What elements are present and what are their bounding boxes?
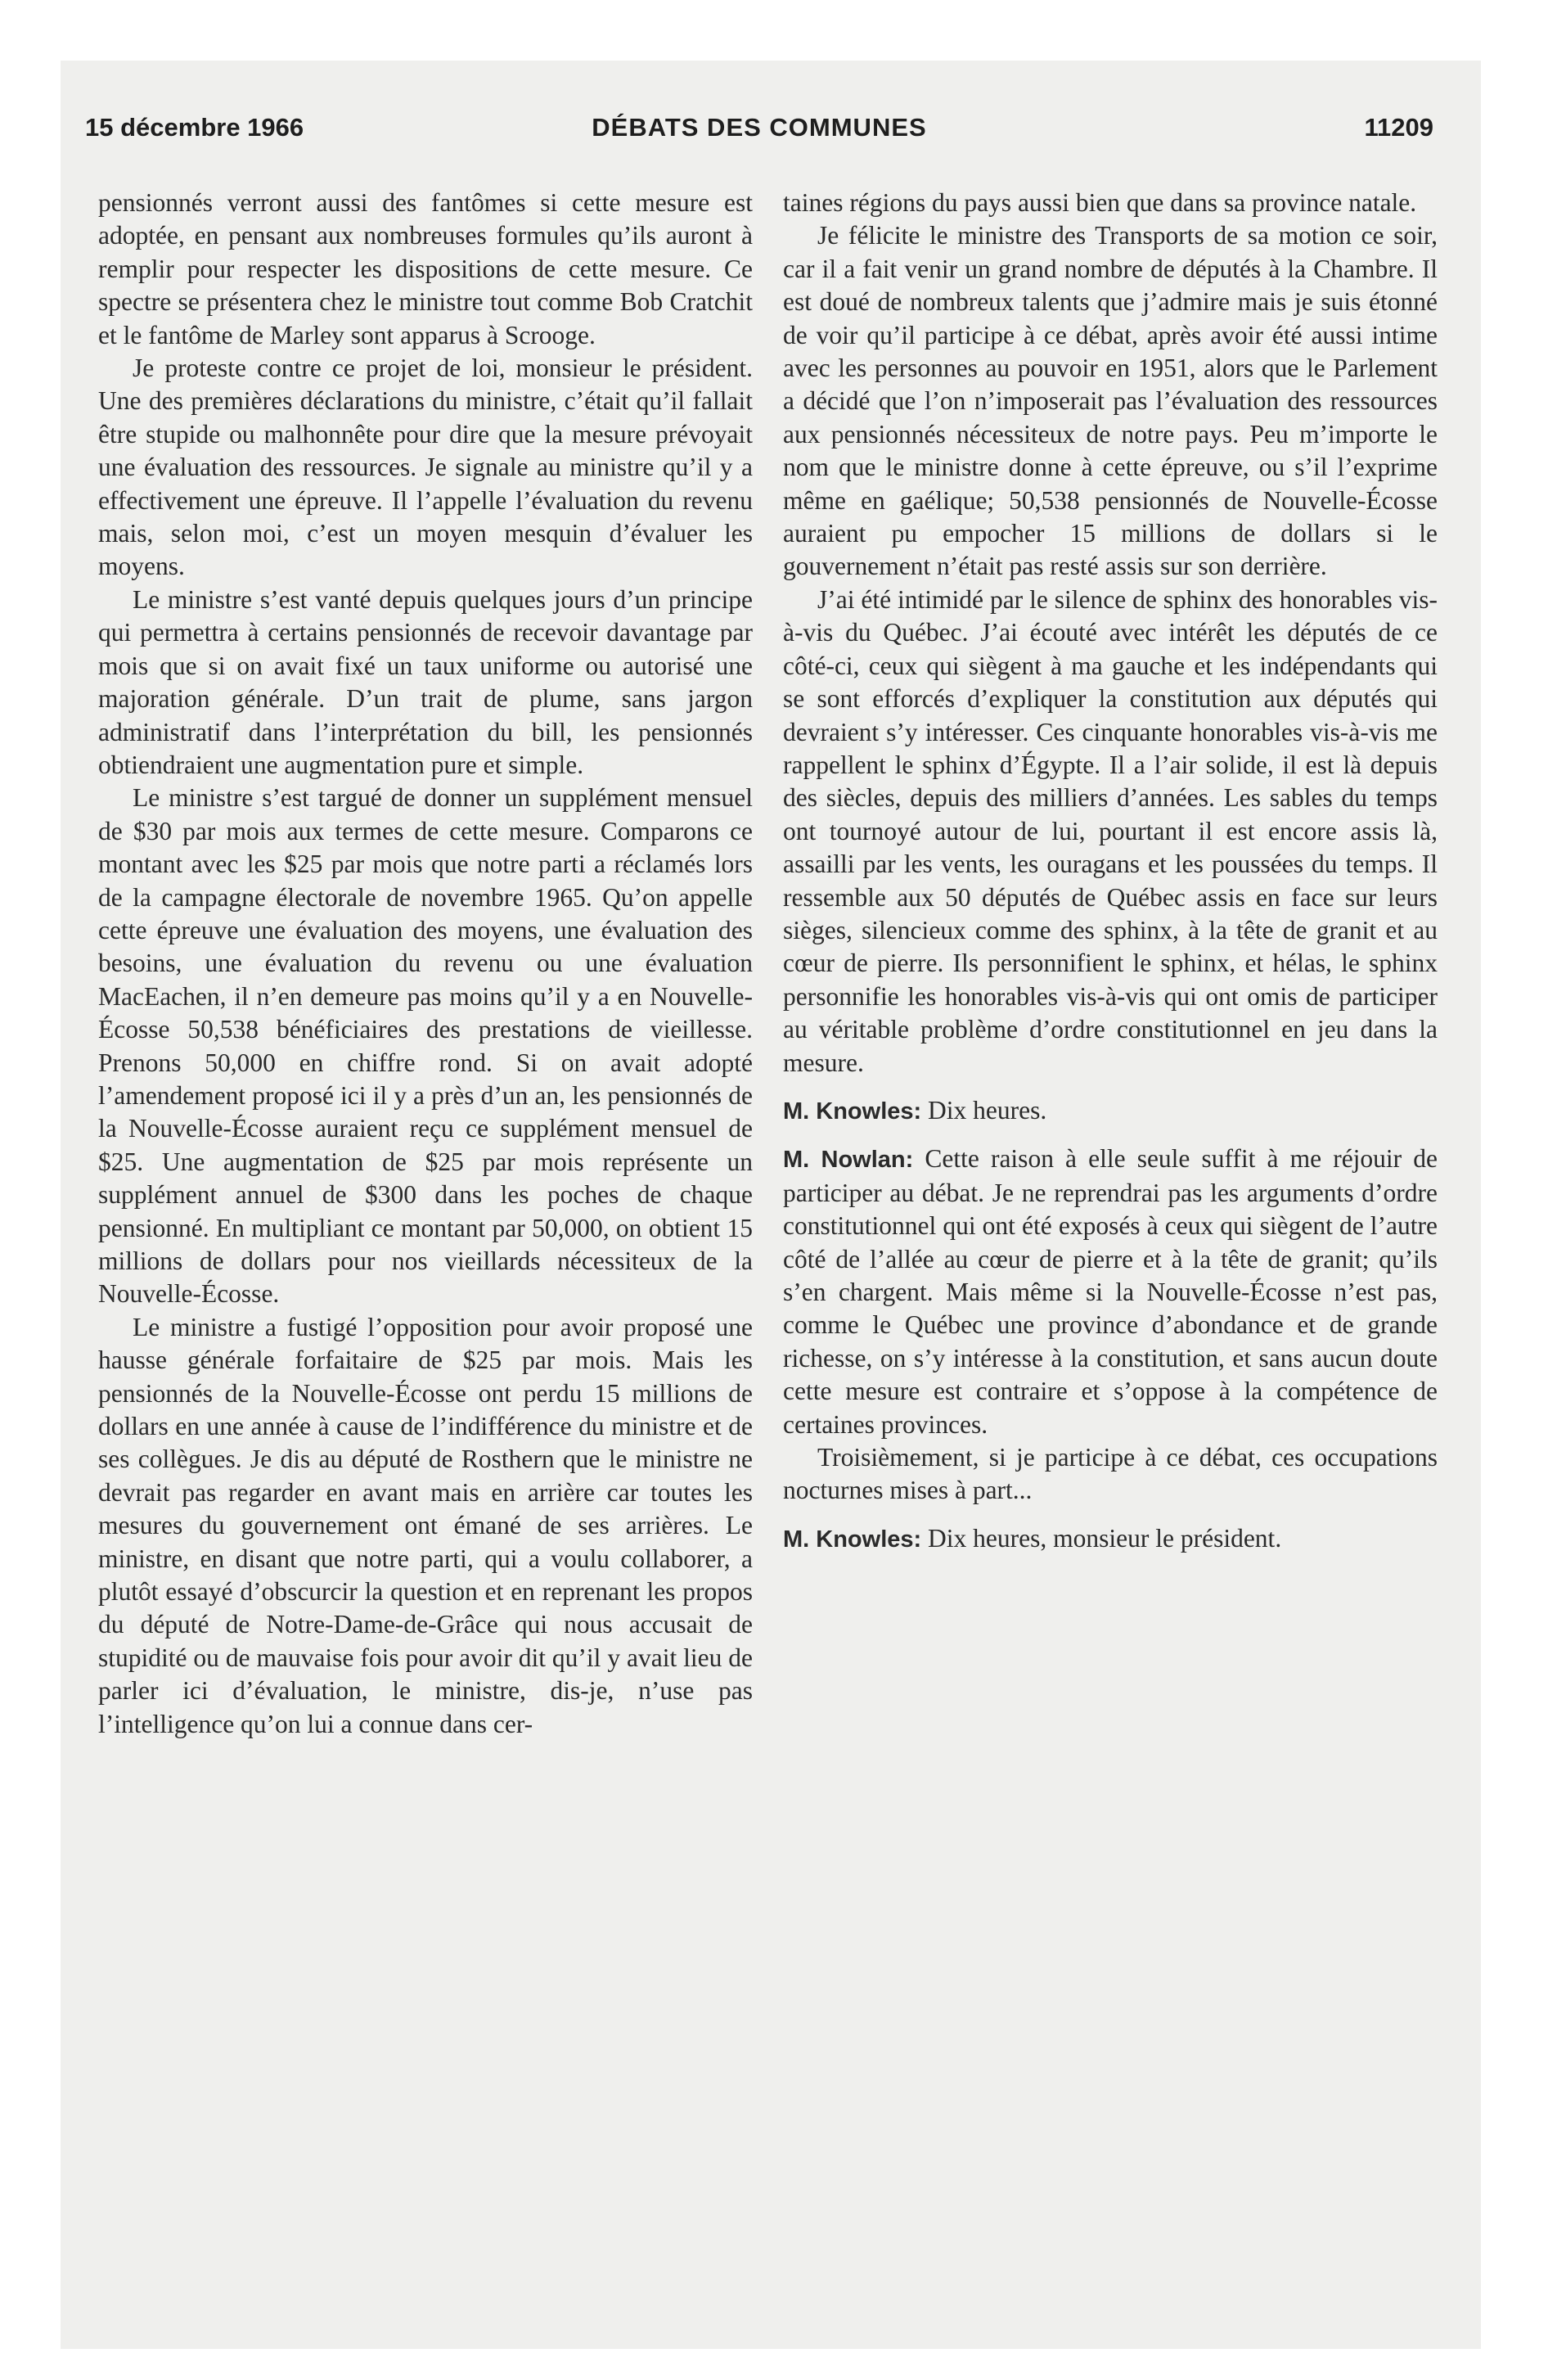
speaker-text: Dix heures, monsieur le président.	[921, 1523, 1282, 1553]
header-title: DÉBATS DES COMMUNES	[592, 113, 927, 142]
speaker-text: Cette raison à elle seule suffit à me réjouir de participer au débat. Je ne reprendrai pas les arguments d’ordre constitutionnel qui ont été exposés à ceux qui siègent de l’autre côté de l’allée au cœur de pierre et à la tête de granit; qu’ils s’en chargent. Mais même si la Nouvelle-Écosse n’est pas, comme le Québec une province d’abondance et de grande richesse, on s’y intéresse à la constitution, et sans aucun doute cette mesure est contraire et s’oppose à la compétence de certaines provinces.	[783, 1144, 1438, 1439]
speaker-name: M. Nowlan:	[783, 1147, 914, 1174]
paragraph: Le ministre a fustigé l’opposition pour avoir proposé une hausse générale forfaitaire de $25 par mois. Mais les pensionnés de la Nouvelle-Écosse ont perdu 15 millions de dollars en une année à cause de l’indifférence du ministre et de ses collègues. Je dis au député de Rosthern que le ministre ne devrait pas regarder en avant mais en arrière car toutes les mesures du gouvernement ont émané de ses arrières. Le ministre, en disant que notre parti, qui a voulu collaborer, a plutôt essayé d’obscurcir la question et en reprenant les propos du député de Notre-Dame-de-Grâce qui nous accusait de stupidité ou de mauvaise fois pour avoir dit qu’il y avait lieu de parler ici d’évaluation, le ministre, dis-je, n’use pas l’intelligence qu’on lui a connue dans cer-	[98, 1312, 753, 1738]
left-column	[98, 187, 753, 1741]
paragraph: Je proteste contre ce projet de loi, monsieur le président. Une des premières déclarations du ministre, c’était qu’il fallait être stupide ou malhonnête pour dire que la mesure prévoyait une évaluation des ressources. Je signale au ministre qu’il y a effectivement une épreuve. Il l’appelle l’évaluation du revenu mais, selon moi, c’est un moyen mesquin d’évaluer les moyens.	[98, 354, 753, 581]
paragraph: J’ai été intimidé par le silence de sphinx des honorables vis-à-vis du Québec. J’ai écouté avec intérêt les députés de ce côté-ci, ceux qui siègent à ma gauche et les indépendants qui se sont efforcés d’expliquer la constitution aux députés qui devraient s’y intéresser. Ces cinquante honorables vis-à-vis me rappellent le sphinx d’Égypte. Il a l’air solide, il est là depuis des siècles, depuis des milliers d’années. Les sables du temps ont tournoyé autour de lui, pourtant il est encore assis là, assailli par les vents, les ouragans et les poussées du temps. Il ressemble aux 50 députés de Québec assis en face sur leurs sièges, silencieux comme des sphinx, à la tête de granit et au cœur de pierre. Ils personnifient le sphinx, et hélas, le sphinx personnifie les honorables vis-à-vis qui ont omis de participer au véritable problème d’ordre constitutionnel en jeu dans la mesure.	[783, 584, 1438, 1077]
speaker-turn	[783, 1522, 1438, 1556]
paragraph: Troisièmement, si je participe à ce débat, ces occupations nocturnes mises à part...	[783, 1443, 1438, 1505]
speaker-name: M. Knowles:	[783, 1098, 922, 1125]
page-header	[85, 113, 1433, 162]
speaker-name: M. Knowles:	[783, 1526, 922, 1553]
paragraph: Le ministre s’est vanté depuis quelques jours d’un principe qui permettra à certains pensionnés de recevoir davantage par mois que si on avait fixé un taux uniforme ou autorisé une majoration générale. D’un trait de plume, sans jargon administratif dans l’interprétation du bill, les pensionnés obtiendraient une augmentation pure et simple.	[98, 584, 753, 779]
paragraph: Je félicite le ministre des Transports de sa motion ce soir, car il a fait venir un grand nombre de députés à la Chambre. Il est doué de nombreux talents que j’admire mais je suis étonné de voir qu’il participe à ce débat, après avoir été aussi intime avec les personnes au pouvoir en 1951, alors que le Parlement a décidé que l’on n’imposerait pas l’évaluation des ressources aux pensionnés nécessiteux de notre pays. Peu m’importe le nom que le ministre donne à cette épreuve, ou s’il l’exprime même en gaélique; 50,538 pensionnés de Nouvelle-Écosse auraient pu empocher 15 millions de dollars si le gouvernement n’était pas resté assis sur son derrière.	[783, 221, 1438, 581]
speaker-turn	[783, 1094, 1438, 1128]
header-page-number: 11209	[1364, 113, 1433, 142]
paragraph: Le ministre s’est targué de donner un supplément mensuel de $30 par mois aux termes de cette mesure. Comparons ce montant avec les $25 par mois que notre parti a réclamés lors de la campagne électorale de novembre 1965. Qu’on appelle cette épreuve une évaluation des moyens, une évaluation des besoins, une évaluation du revenu ou une évaluation MacEachen, il n’en demeure pas moins qu’il y a en Nouvelle-Écosse 50,538 bénéficiaires des prestations de vieillesse. Prenons 50,000 en chiffre rond. Si on avait adopté l’amendement proposé ici il y a près d’un an, les pensionnés de la Nouvelle-Écosse auraient reçu ce supplément mensuel de $25. Une augmentation de $25 par mois représente un supplément annuel de $300 dans les poches de chaque pensionné. En multipliant ce montant par 50,000, on obtient 15 millions de dollars pour nos vieillards nécessiteux de la Nouvelle-Écosse.	[98, 783, 753, 1309]
paragraph: pensionnés verront aussi des fantômes si cette mesure est adoptée, en pensant aux nombreuses formules qu’ils auront à remplir pour respecter les dispositions de cette mesure. Ce spectre se présentera chez le ministre tout comme Bob Cratchit et le fantôme de Marley sont apparus à Scrooge.	[98, 188, 753, 349]
speaker-text: Dix heures.	[921, 1095, 1047, 1125]
header-date: 15 décembre 1966	[85, 113, 304, 142]
speaker-turn	[783, 1143, 1438, 1441]
right-column	[783, 187, 1438, 1556]
paragraph: taines régions du pays aussi bien que dans sa province natale.	[783, 188, 1417, 217]
